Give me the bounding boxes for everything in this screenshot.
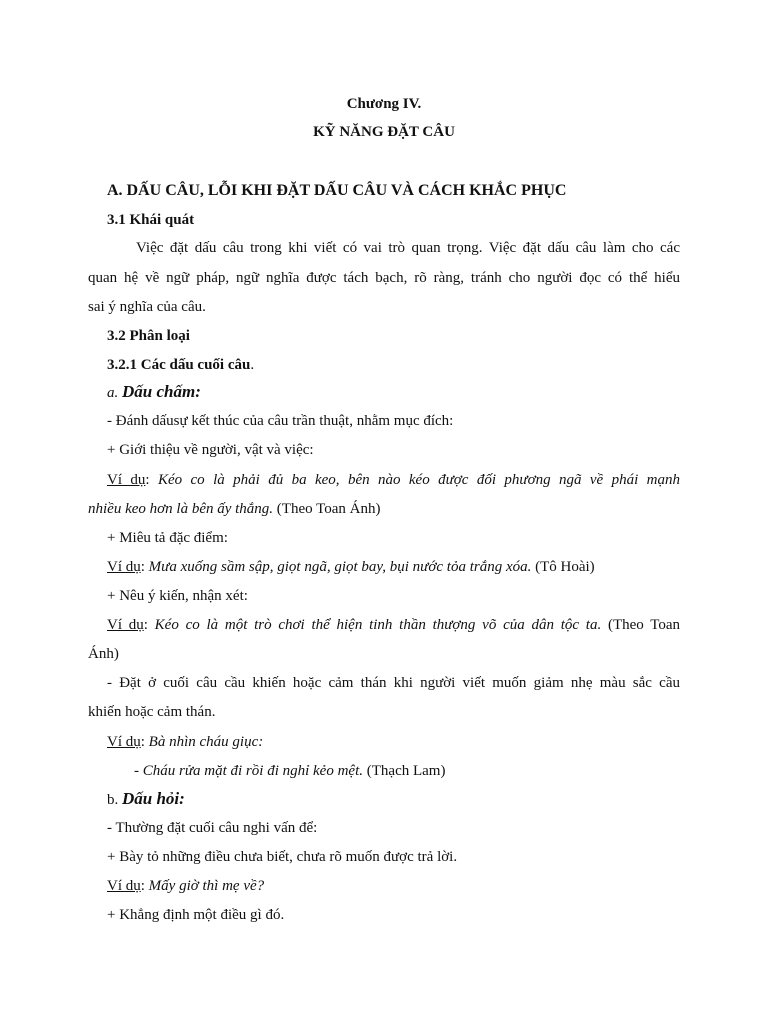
dau-hoi-item-2: + Khẳng định một điều gì đó. [107,907,285,923]
dau-cham-item-2: + Miêu tả đặc điểm: [107,530,228,546]
example-1-line-1: Ví dụ: Kéo co là phải đủ ba keo, bên nào kéo được đối phương ngã về phái mạnh [107,472,680,488]
dau-hoi-heading: b. Dấu hỏi: [107,789,185,808]
chapter-title: KỸ NĂNG ĐẶT CÂU [313,124,455,140]
example-2: Ví dụ: Mưa xuống sầm sập, giọt ngã, giọt bay, bụi nước tỏa trắng xóa. (Tô Hoài) [107,559,595,575]
example-4-line-2: - Cháu rửa mặt đi rồi đi nghỉ kẻo mệt. (Thạch Lam) [134,763,446,779]
dau-cham-item-1: + Giới thiệu về người, vật và việc: [107,442,314,458]
example-3-line-2: Ánh) [88,646,119,662]
section-a-heading: A. DẤU CÂU, LỖI KHI ĐẶT DẤU CÂU VÀ CÁCH KHẮC PHỤC [107,182,567,199]
section-3-2-1-heading: 3.2.1 Các dấu cuối câu. [107,357,255,373]
dau-cham-item-3: + Nêu ý kiến, nhận xét: [107,588,248,604]
dau-cham-intro: - Đánh dấusự kết thúc của câu trần thuật, nhằm mục đích: [107,413,454,429]
example-3-line-1: Ví dụ: Kéo co là một trò chơi thể hiện tinh thần thượng võ của dân tộc ta. (Theo Toan [107,617,681,633]
section-3-1-heading: 3.1 Khái quát [107,212,195,228]
dau-cham-item-4-line-1: - Đặt ở cuối câu cầu khiến hoặc cảm thán khi người viết muốn giảm nhẹ màu sắc cầu [107,675,680,691]
section-3-2-heading: 3.2 Phân loại [107,328,190,344]
dau-hoi-example-1: Ví dụ: Mấy giờ thì mẹ về? [107,878,265,894]
paragraph-line-1: Việc đặt dấu câu trong khi viết có vai trò quan trọng. Việc đặt dấu câu làm cho các [136,240,680,256]
chapter-number: Chương IV. [346,96,422,112]
dau-cham-heading: a. Dấu chấm: [107,382,201,401]
dau-hoi-item-1: + Bày tỏ những điều chưa biết, chưa rõ muốn được trả lời. [107,849,458,865]
paragraph-line-2: quan hệ về ngữ pháp, ngữ nghĩa được tách bạch, rõ ràng, tránh cho người đọc có thể hiểu [88,270,680,286]
example-1-line-2: nhiều keo hơn là bên ấy thắng. (Theo Toan Ánh) [88,501,381,517]
paragraph-line-3: sai ý nghĩa của câu. [88,299,206,315]
dau-hoi-intro: - Thường đặt cuối câu nghi vấn để: [107,820,318,836]
dau-cham-item-4-line-2: khiến hoặc cảm thán. [88,704,216,720]
example-4-line-1: Ví dụ: Bà nhìn cháu giục: [107,734,264,750]
